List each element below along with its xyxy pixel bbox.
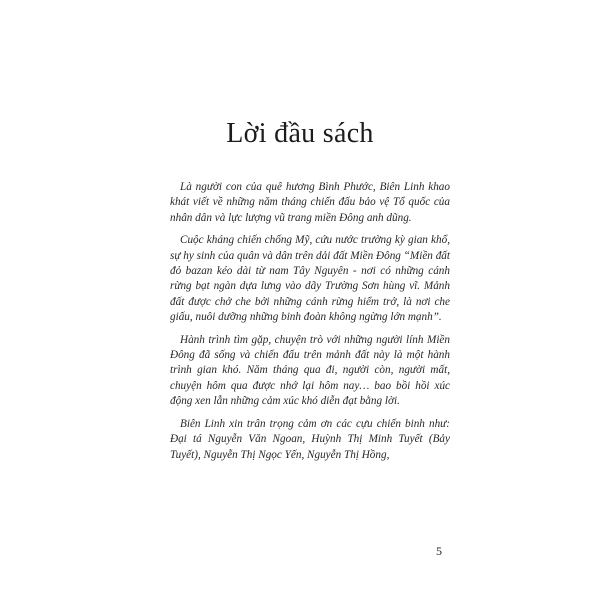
- page-title: Lời đầu sách: [226, 118, 374, 149]
- page-number: 5: [436, 544, 442, 558]
- paragraph-3: Hành trình tìm gặp, chuyện trò với những người lính Miền Đông đã sống và chiến đấu trên mảnh đất này là một hành trình gian khó. Năm tháng qua đi, người còn, người mất, chuyện hôm qua được nhớ lại hôm nay… bao bồi hồi xúc động xen lẫn những cảm xúc khó diễn đạt bằng lời.: [170, 333, 450, 408]
- paragraph-4: Biên Linh xin trân trọng cảm ơn các cựu chiến binh như: Đại tá Nguyễn Văn Ngoan, Huỳnh Thị Minh Tuyết (Bảy Tuyết), Nguyễn Thị Ngọc Yến, Nguyễn Thị Hồng,: [170, 417, 450, 461]
- paragraph-1: Là người con của quê hương Bình Phước, Biên Linh khao khát viết về những năm tháng chiến đấu bảo vệ Tổ quốc của nhân dân và lực lượng vũ trang miền Đông anh dũng.: [170, 181, 450, 224]
- page-body: [170, 180, 450, 470]
- paragraph-2: Cuộc kháng chiến chống Mỹ, cứu nước trường kỳ gian khổ, sự hy sinh của quân và dân trên dải đất Miền Đông “Miền đất đỏ bazan kéo dài từ nam Tây Nguyên - nơi có những cánh rừng bạt ngàn dựa lưng vào dãy Trường Sơn hùng vĩ. Mảnh đất được chở che bởi những cánh rừng hiểm trở, là nơi che giấu, nuôi dưỡng những binh đoàn không ngừng lớn mạnh”.: [170, 234, 450, 324]
